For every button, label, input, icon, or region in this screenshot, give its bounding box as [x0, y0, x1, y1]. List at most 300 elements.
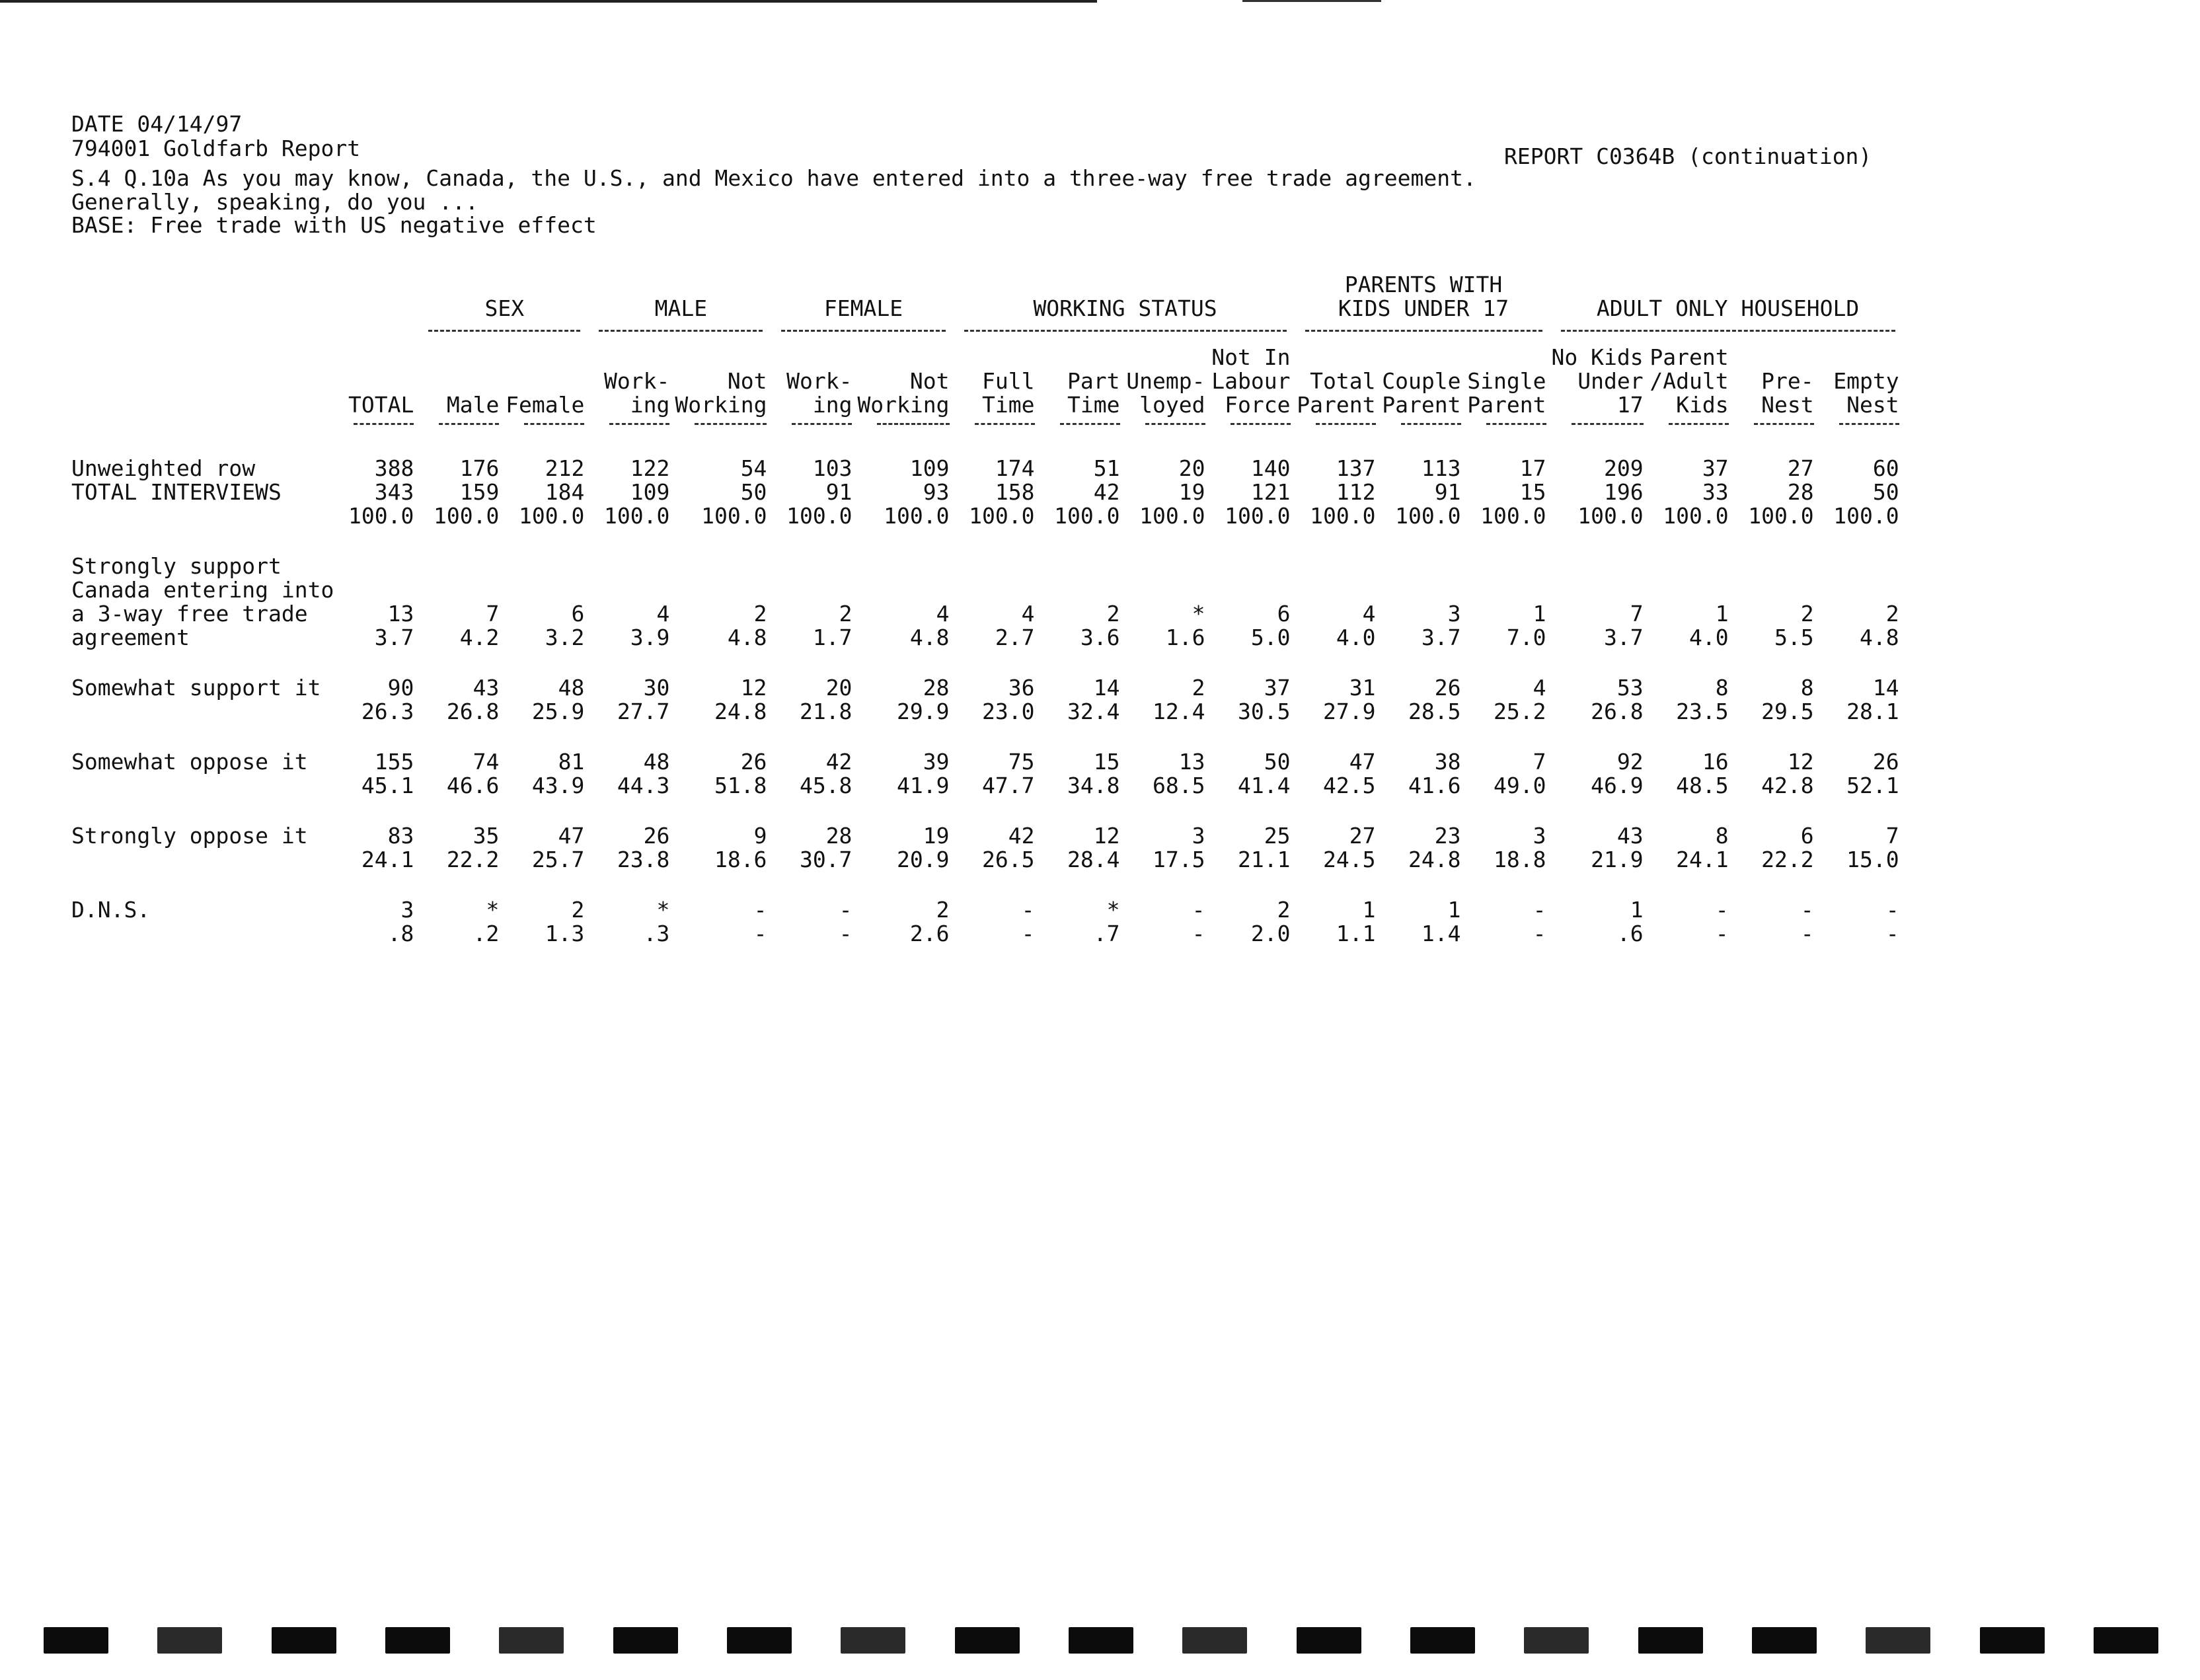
cell-value: 4.8: [1859, 625, 1899, 650]
cell-value: 23: [1434, 823, 1461, 849]
cell-value: 48: [643, 749, 670, 775]
dashed-rule: [524, 423, 584, 425]
column-header: [1819, 340, 1905, 417]
table-cell: [857, 824, 954, 872]
feed-hole: [727, 1627, 792, 1654]
column-header-label: Unemp-: [1126, 368, 1205, 394]
cell-value: 3: [400, 897, 414, 923]
cell-value: 26: [1434, 675, 1461, 701]
cell-value: -: [1533, 921, 1546, 946]
column-header: [504, 340, 589, 417]
cell-value: 93: [923, 479, 950, 505]
spacer-cell: [66, 430, 1905, 457]
cell-value: 388: [374, 455, 414, 481]
column-header: [334, 340, 419, 417]
table-cell: [1040, 457, 1125, 528]
column-group-header: [419, 268, 589, 321]
table-cell: [1040, 750, 1125, 798]
column-header-label: 17: [1616, 392, 1644, 418]
table-cell: [772, 457, 857, 528]
cell-value: 42: [1093, 479, 1120, 505]
cell-value: 28: [1787, 479, 1814, 505]
table-cell: [504, 676, 589, 724]
cell-value: -: [753, 897, 767, 923]
row-spacer: [66, 872, 1905, 898]
column-header-label: Empty: [1833, 368, 1899, 394]
column-header-label: Not: [909, 368, 950, 394]
column-underline: [1040, 417, 1125, 430]
cell-value: 54: [740, 455, 767, 481]
cell-value: 2.0: [1250, 921, 1291, 946]
cell-value: 1: [1447, 897, 1461, 923]
table-cell: [1734, 824, 1819, 872]
column-underline: [589, 417, 675, 430]
cell-value: 24.8: [1408, 847, 1461, 872]
row-spacer: [66, 798, 1905, 824]
table-cell: [1125, 824, 1211, 872]
cell-value: 26.5: [982, 847, 1035, 872]
dashed-rule: [1145, 423, 1205, 425]
group-rule-cell: [1296, 321, 1552, 340]
column-header-label: Single: [1467, 368, 1546, 394]
cell-value: 75: [1008, 749, 1035, 775]
feed-hole: [272, 1627, 336, 1654]
column-group-header: [772, 268, 954, 321]
cell-value: -: [839, 921, 853, 946]
column-underline-row: [66, 417, 1905, 430]
column-header: [1296, 340, 1381, 417]
column-header-label: /Adult: [1650, 368, 1729, 394]
table-cell: [1211, 898, 1296, 946]
cell-value: 12: [1093, 823, 1120, 849]
column-group-label: WORKING STATUS: [1033, 295, 1217, 321]
table-cell: [1381, 750, 1466, 798]
cell-value: 2: [1192, 675, 1205, 701]
column-header: [772, 340, 857, 417]
table-cell: [1211, 676, 1296, 724]
table-row: [66, 898, 1905, 946]
cell-value: 3: [1533, 823, 1546, 849]
table-cell: [1040, 676, 1125, 724]
cell-value: 3.7: [374, 625, 414, 650]
cell-value: 1.4: [1421, 921, 1461, 946]
cell-value: 100.0: [884, 503, 950, 529]
group-rule-cell: [955, 321, 1296, 340]
cell-value: .8: [387, 921, 414, 946]
column-header: [589, 340, 675, 417]
dashed-rule: [439, 423, 499, 425]
cell-value: 44.3: [617, 773, 670, 798]
cell-value: 17.5: [1153, 847, 1205, 872]
cell-value: 35: [473, 823, 500, 849]
table-cell: [1649, 457, 1734, 528]
table-cell: [955, 676, 1040, 724]
table-cell: [334, 554, 419, 650]
cell-value: -: [1021, 897, 1035, 923]
table-cell: [1296, 457, 1381, 528]
cell-value: 343: [374, 479, 414, 505]
cell-value: 26: [1872, 749, 1899, 775]
feed-hole: [841, 1627, 905, 1654]
cell-value: 27.9: [1323, 699, 1376, 724]
table-cell: [1552, 824, 1649, 872]
cell-value: 6: [571, 601, 585, 627]
table-cell: [419, 676, 504, 724]
table-cell: [1381, 554, 1466, 650]
column-header-label: Not In: [1211, 344, 1291, 370]
cell-value: 27: [1349, 823, 1376, 849]
cell-value: 4.8: [909, 625, 950, 650]
row-label: Strongly oppose it: [71, 823, 308, 849]
table-cell: [589, 457, 675, 528]
cell-value: 100.0: [1139, 503, 1205, 529]
cell-value: 31: [1349, 675, 1376, 701]
cell-value: 158: [995, 479, 1035, 505]
cell-value: 100.0: [969, 503, 1035, 529]
column-underline: [1552, 417, 1649, 430]
table-cell: [1040, 554, 1125, 650]
cell-value: 28: [923, 675, 950, 701]
column-header-label: Labour: [1211, 368, 1291, 394]
table-cell: [675, 554, 772, 650]
table-cell: [1734, 898, 1819, 946]
column-header-label: Pre-: [1761, 368, 1814, 394]
feed-hole: [499, 1627, 564, 1654]
column-header-label: Full: [982, 368, 1035, 394]
feed-hole: [1297, 1627, 1361, 1654]
dashed-rule: [1839, 423, 1899, 425]
table-cell: [1125, 554, 1211, 650]
feed-hole: [1980, 1627, 2045, 1654]
cell-value: 32.4: [1067, 699, 1120, 724]
report-id: REPORT C0364B (continuation): [1504, 143, 1872, 169]
feed-hole: [1638, 1627, 1703, 1654]
table-cell: [1296, 554, 1381, 650]
cell-value: 4.8: [727, 625, 767, 650]
table-cell: [419, 824, 504, 872]
cell-value: 28.5: [1408, 699, 1461, 724]
cell-value: 4: [1533, 675, 1546, 701]
column-group-header: [1552, 268, 1905, 321]
table-cell: [334, 457, 419, 528]
dashed-rule: [964, 330, 1287, 332]
column-group-header: [955, 268, 1296, 321]
cell-value: 16: [1702, 749, 1729, 775]
column-group-label: FEMALE: [823, 295, 903, 321]
cell-value: 4.2: [459, 625, 500, 650]
cell-value: 41.9: [897, 773, 950, 798]
cell-value: 1: [1362, 897, 1376, 923]
cell-value: 47.7: [982, 773, 1035, 798]
table-cell: [772, 676, 857, 724]
cell-value: 4: [936, 601, 950, 627]
cell-value: 27: [1787, 455, 1814, 481]
cell-value: -: [1021, 921, 1035, 946]
dashed-rule: [792, 423, 852, 425]
dashed-rule: [1060, 423, 1120, 425]
cell-value: 53: [1616, 675, 1644, 701]
column-header-label: Male: [446, 392, 500, 418]
dashed-rule: [1401, 423, 1461, 425]
cell-value: *: [656, 897, 670, 923]
spacer-cell: [66, 724, 1905, 750]
cell-value: 3.7: [1421, 625, 1461, 650]
cell-value: 90: [387, 675, 414, 701]
cell-value: 30.7: [799, 847, 853, 872]
table-cell: [1381, 676, 1466, 724]
column-header-label: TOTAL: [348, 392, 414, 418]
cell-value: 14: [1093, 675, 1120, 701]
table-cell: [419, 457, 504, 528]
cell-value: 2: [1885, 601, 1899, 627]
table-cell: [857, 676, 954, 724]
cell-value: 23.0: [982, 699, 1035, 724]
dashed-rule: [1231, 423, 1291, 425]
table-cell: [675, 457, 772, 528]
column-underline: [772, 417, 857, 430]
cell-value: 22.2: [1761, 847, 1814, 872]
table-cell: [1819, 676, 1905, 724]
row-spacer: [66, 724, 1905, 750]
column-group-label: ADULT ONLY HOUSEHOLD: [1596, 295, 1860, 321]
table-cell: [1552, 898, 1649, 946]
table-cell: [334, 824, 419, 872]
cell-value: 52.1: [1846, 773, 1899, 798]
cell-value: 24.1: [1676, 847, 1729, 872]
cell-value: 3: [1192, 823, 1205, 849]
cell-value: 7.0: [1506, 625, 1546, 650]
column-header-label: Under: [1577, 368, 1644, 394]
table-cell: [955, 824, 1040, 872]
table-cell: [1734, 457, 1819, 528]
cell-value: 2.6: [909, 921, 950, 946]
table-cell: [1649, 676, 1734, 724]
cell-value: 100.0: [1577, 503, 1644, 529]
table-cell: [857, 750, 954, 798]
column-header: [857, 340, 954, 417]
table-cell: [1819, 457, 1905, 528]
corner-cell: [66, 268, 334, 321]
column-header-label: Nest: [1761, 392, 1814, 418]
group-rule-cell: [1552, 321, 1905, 340]
column-underline: [1211, 417, 1296, 430]
cell-value: 100.0: [1748, 503, 1814, 529]
cell-value: 42: [1008, 823, 1035, 849]
cell-value: 15: [1519, 479, 1546, 505]
table-cell: [1296, 750, 1381, 798]
cell-value: 2: [1106, 601, 1120, 627]
column-header-label: Working: [857, 392, 950, 418]
cell-value: 2: [753, 601, 767, 627]
column-header-label: Force: [1225, 392, 1291, 418]
dashed-rule: [781, 330, 945, 332]
feed-hole: [955, 1627, 1020, 1654]
cell-value: 51: [1093, 455, 1120, 481]
column-header-label: ing: [630, 392, 670, 418]
corner-cell: [66, 417, 334, 430]
cell-value: 7: [1630, 601, 1644, 627]
table-cell: [1552, 750, 1649, 798]
cell-value: 100.0: [1225, 503, 1291, 529]
corner-cell: [66, 321, 334, 340]
cell-value: .7: [1093, 921, 1120, 946]
table-cell: [1819, 554, 1905, 650]
cell-value: 43: [473, 675, 500, 701]
table-cell: [1296, 676, 1381, 724]
cell-value: 1: [1533, 601, 1546, 627]
cell-value: 25.7: [531, 847, 585, 872]
column-header: [1125, 340, 1211, 417]
table-cell: [334, 676, 419, 724]
column-header-label: No Kids: [1551, 344, 1644, 370]
cell-value: 25: [1264, 823, 1291, 849]
cell-value: 34.8: [1067, 773, 1120, 798]
cell-value: 3.7: [1603, 625, 1644, 650]
cell-value: -: [1885, 897, 1899, 923]
dashed-rule: [1486, 423, 1546, 425]
cell-value: 17: [1519, 455, 1546, 481]
cell-value: 28: [825, 823, 853, 849]
cell-value: 43.9: [531, 773, 585, 798]
cell-value: 100.0: [519, 503, 585, 529]
column-header: [1381, 340, 1466, 417]
cell-value: 18.6: [714, 847, 767, 872]
feed-hole: [613, 1627, 678, 1654]
base-definition: BASE: Free trade with US negative effect: [71, 212, 597, 238]
group-rule-row: [66, 321, 1905, 340]
cell-value: 51.8: [714, 773, 767, 798]
cell-value: *: [1192, 601, 1205, 627]
cell-value: 48.5: [1676, 773, 1729, 798]
table-row: [66, 457, 1905, 528]
table-cell: [1819, 750, 1905, 798]
cell-value: 109: [909, 455, 950, 481]
column-underline: [955, 417, 1040, 430]
cell-value: 5.5: [1774, 625, 1814, 650]
cell-value: 29.9: [897, 699, 950, 724]
column-group-label: SEX: [484, 295, 525, 321]
cell-value: 1: [1715, 601, 1729, 627]
column-group-header: [589, 268, 772, 321]
cell-value: 4: [1021, 601, 1035, 627]
cell-value: 19: [1178, 479, 1205, 505]
group-rule-cell: [334, 321, 419, 340]
table-cell: [1819, 898, 1905, 946]
cell-value: 24.8: [714, 699, 767, 724]
cell-value: 100.0: [1310, 503, 1376, 529]
cell-value: 27.7: [617, 699, 670, 724]
column-underline: [419, 417, 504, 430]
cell-value: 13: [1178, 749, 1205, 775]
cell-value: 1.7: [812, 625, 853, 650]
cell-value: 3: [1447, 601, 1461, 627]
cell-value: 2: [1800, 601, 1814, 627]
table-cell: [419, 898, 504, 946]
cell-value: 4.0: [1688, 625, 1729, 650]
table-cell: [1466, 554, 1552, 650]
table-cell: [772, 554, 857, 650]
table-cell: [857, 898, 954, 946]
table-cell: [589, 554, 675, 650]
cell-value: 41.6: [1408, 773, 1461, 798]
feed-hole: [1524, 1627, 1589, 1654]
cell-value: 22.2: [446, 847, 500, 872]
table-cell: [1819, 824, 1905, 872]
table-cell: [772, 750, 857, 798]
cell-value: 20: [1178, 455, 1205, 481]
dashed-rule: [354, 423, 414, 425]
spacer-cell: [66, 528, 1905, 554]
cell-value: 12.4: [1153, 699, 1205, 724]
cell-value: 5.0: [1250, 625, 1291, 650]
cell-value: 15.0: [1846, 847, 1899, 872]
cell-value: *: [1106, 897, 1120, 923]
row-label: Unweighted row TOTAL INTERVIEWS: [71, 455, 282, 505]
cell-value: 23.5: [1676, 699, 1729, 724]
cell-value: 81: [558, 749, 585, 775]
cell-value: 137: [1336, 455, 1376, 481]
column-group-label: PARENTS WITH: [1344, 272, 1503, 297]
dashed-rule: [609, 423, 669, 425]
column-header-label: Parent: [1382, 392, 1461, 418]
column-header: [419, 340, 504, 417]
cell-value: 2: [936, 897, 950, 923]
cell-value: 196: [1603, 479, 1644, 505]
cell-value: 21.1: [1238, 847, 1291, 872]
row-spacer: [66, 650, 1905, 676]
feed-hole: [1866, 1627, 1930, 1654]
table-cell: [1211, 554, 1296, 650]
table-cell: [1211, 824, 1296, 872]
spacer-cell: [66, 798, 1905, 824]
table-cell: [1381, 457, 1466, 528]
table-cell: [1466, 750, 1552, 798]
table-cell: [504, 457, 589, 528]
column-header: [1552, 340, 1649, 417]
cell-value: .2: [473, 921, 500, 946]
table-cell: [1466, 824, 1552, 872]
table-cell: [1211, 457, 1296, 528]
cell-value: 100.0: [701, 503, 767, 529]
corner-cell: [66, 340, 334, 417]
row-spacer: [66, 430, 1905, 457]
column-header-label: Time: [1067, 392, 1120, 418]
cell-value: 7: [1885, 823, 1899, 849]
cell-value: 38: [1434, 749, 1461, 775]
page-top-rule-fragment: [1242, 0, 1381, 2]
column-header-row: [66, 340, 1905, 417]
feed-hole: [385, 1627, 450, 1654]
table-row: [66, 824, 1905, 872]
cell-value: 68.5: [1153, 773, 1205, 798]
cell-value: 49.0: [1494, 773, 1546, 798]
cell-value: .3: [643, 921, 670, 946]
cell-value: 9: [753, 823, 767, 849]
table-cell: [504, 750, 589, 798]
cell-value: 14: [1872, 675, 1899, 701]
feed-hole: [1069, 1627, 1133, 1654]
dashed-rule: [1305, 330, 1542, 332]
column-header-label: ing: [812, 392, 853, 418]
cell-value: 92: [1616, 749, 1644, 775]
cell-value: 37: [1702, 455, 1729, 481]
group-rule-cell: [772, 321, 954, 340]
cell-value: 42.5: [1323, 773, 1376, 798]
table-cell: [1734, 676, 1819, 724]
table-cell: [419, 750, 504, 798]
cell-value: 212: [545, 455, 585, 481]
cell-value: 6: [1800, 823, 1814, 849]
